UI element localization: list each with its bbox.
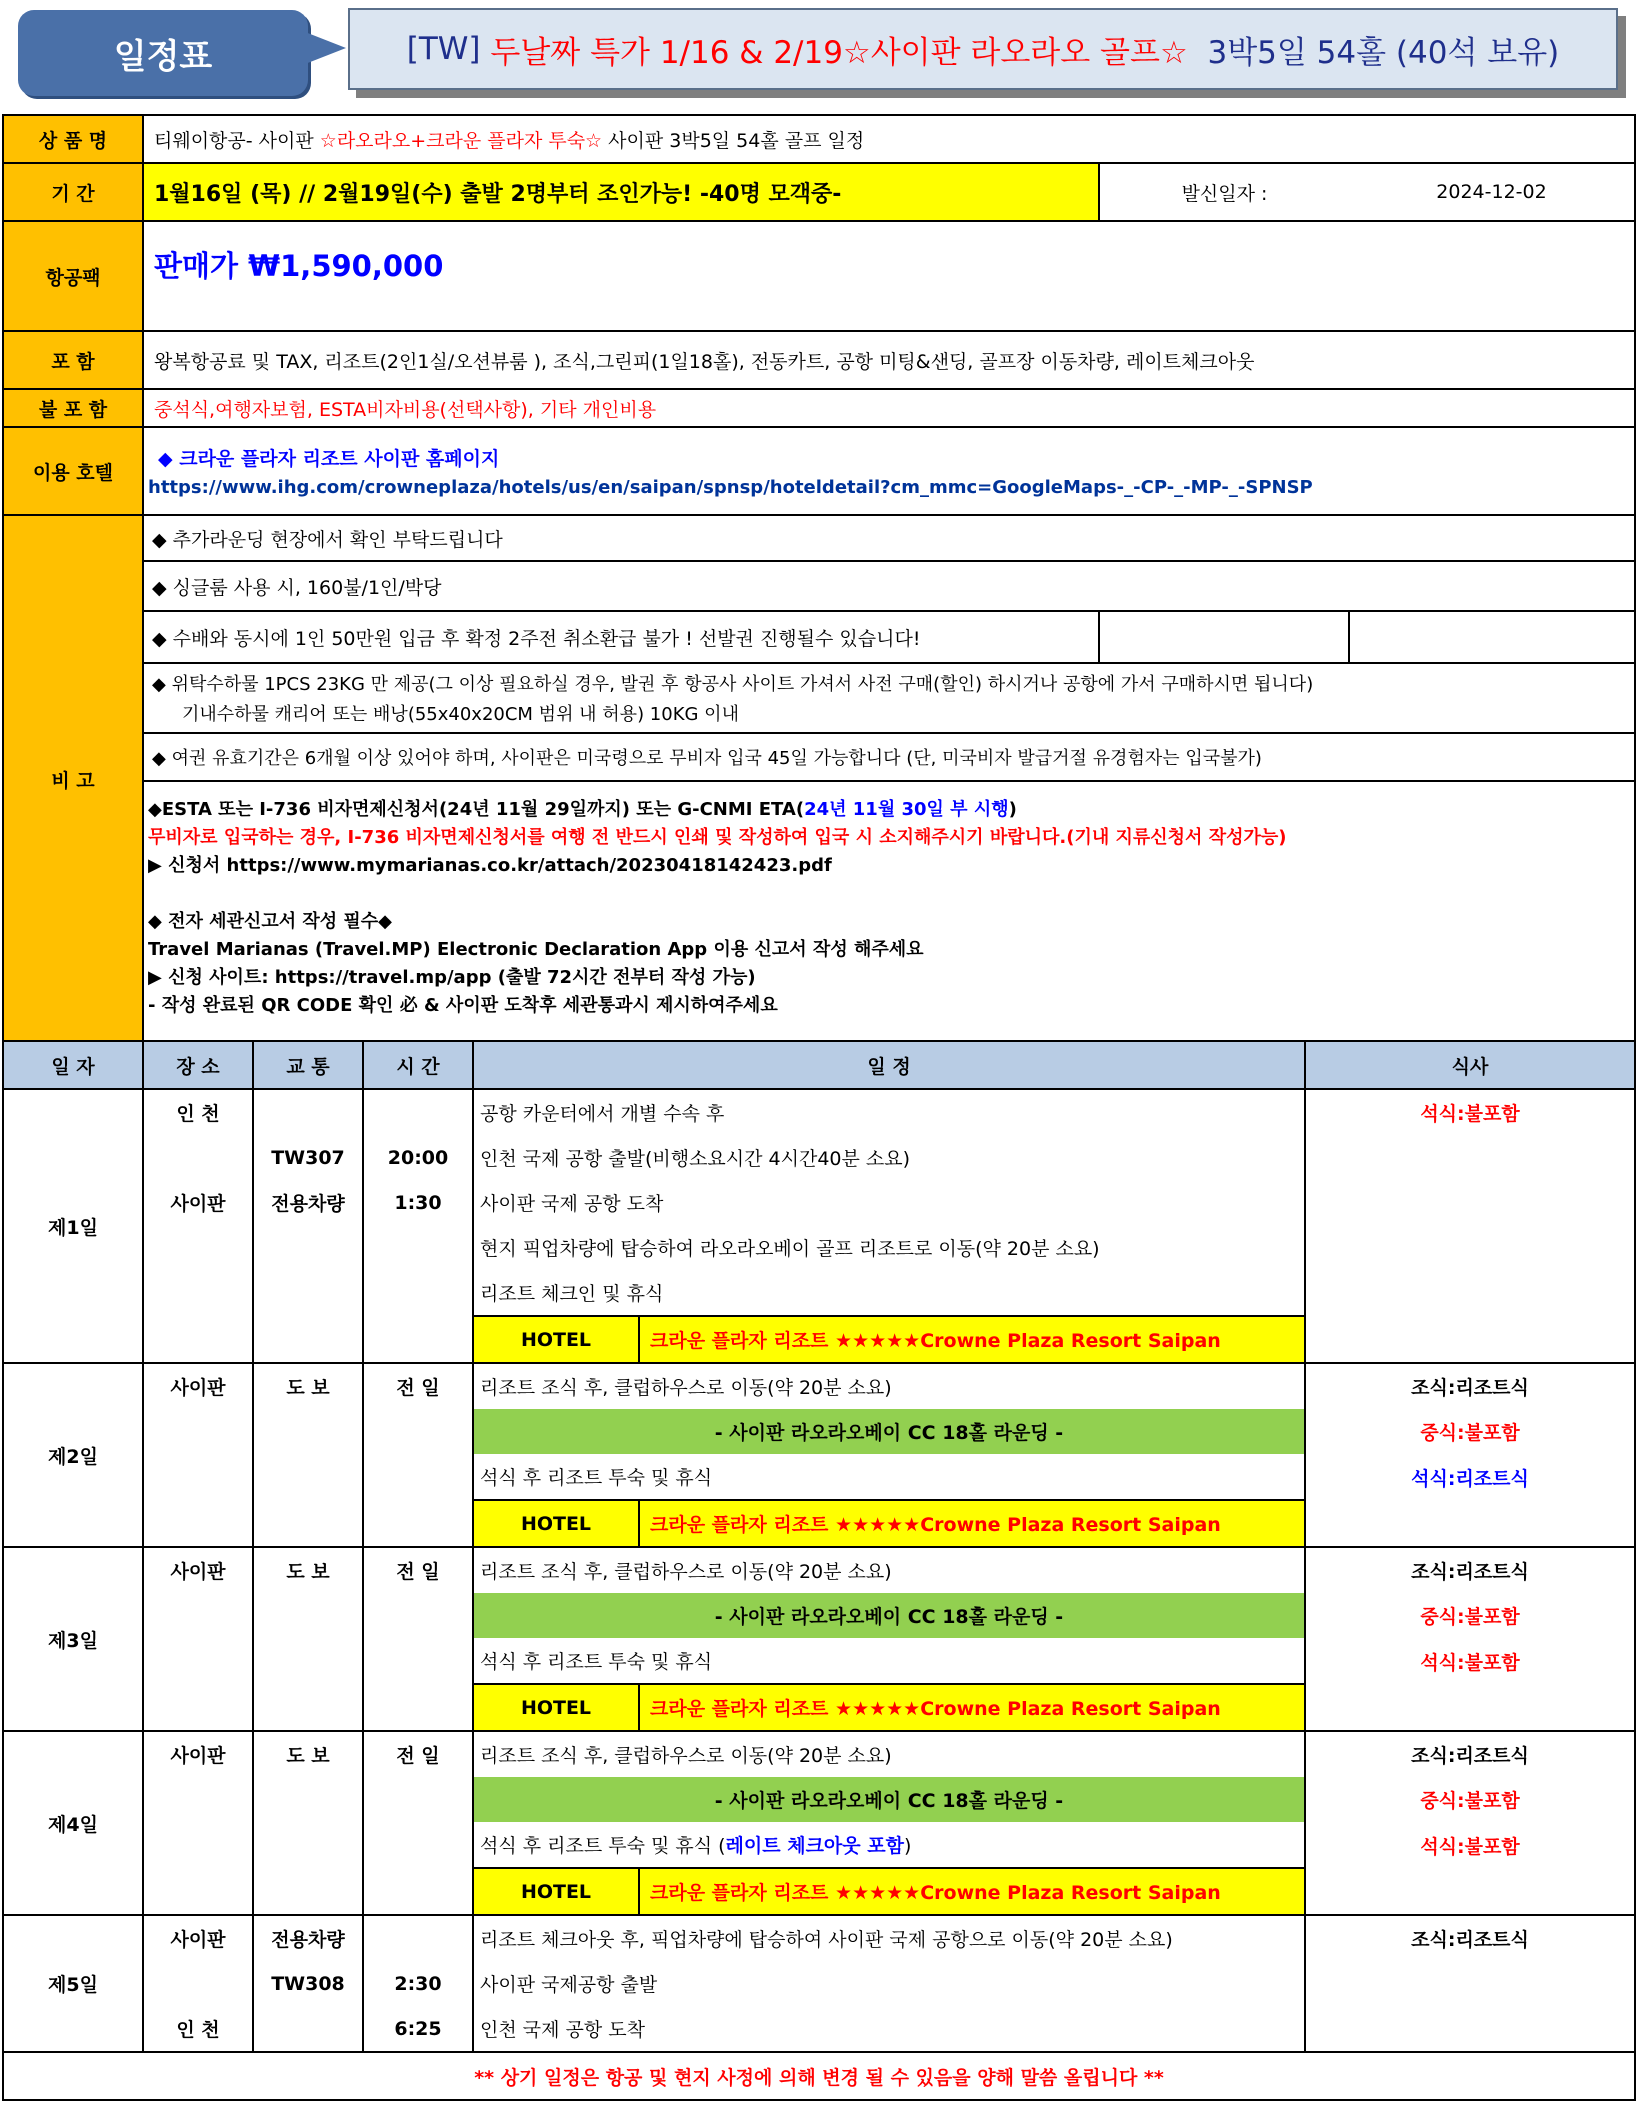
customs-qr: - 작성 완료된 QR CODE 확인 必 & 사이판 도착후 세관통과시 제시하여주세요	[148, 995, 778, 1016]
day2-meal-3: 석식:리조트식	[1305, 1454, 1635, 1500]
day1-place-1: 인 천	[143, 1089, 253, 1135]
col-day: 일 자	[3, 1041, 143, 1089]
hotel-label: 이용 호텔	[3, 427, 143, 515]
airfare-label: 항공팩	[3, 221, 143, 331]
remark-row-2	[3, 561, 1635, 611]
day3-row-1	[3, 1547, 1635, 1593]
col-transport: 교 통	[253, 1041, 363, 1089]
day2-label: 제2일	[3, 1363, 143, 1547]
include-label: 포 함	[3, 331, 143, 389]
day2-meal-2: 중식:불포함	[1305, 1409, 1635, 1454]
day3-transport: 도 보	[253, 1547, 363, 1593]
day1-row-2	[3, 1135, 1635, 1180]
col-itinerary: 일 정	[473, 1041, 1305, 1089]
day1-hotel-label: HOTEL	[473, 1316, 639, 1363]
day5-meal: 조식:리조트식	[1305, 1915, 1635, 1961]
day1-meal: 석식:불포함	[1305, 1089, 1635, 1135]
remark-2: ◆ 싱글룸 사용 시, 160불/1인/박당	[143, 561, 1635, 611]
day4-meal-1: 조식:리조트식	[1305, 1731, 1635, 1777]
remark-3-blank-b	[1349, 611, 1635, 663]
include-row	[3, 331, 1635, 389]
hotel-url[interactable]: https://www.ihg.com/crowneplaza/hotels/us/en/saipan/spnsp/hoteldetail?cm_mmc=GoogleMaps-_-CP-_-MP-_-SPNSP	[148, 477, 1313, 498]
day5-place-1: 사이판	[143, 1915, 253, 1961]
day4-row-3	[3, 1822, 1635, 1868]
col-place: 장 소	[143, 1041, 253, 1089]
day5-transport-1: 전용차량	[253, 1915, 363, 1961]
day3-label: 제3일	[3, 1547, 143, 1731]
day3-hotel-name: 크라운 플라자 리조트 ★★★★★Crowne Plaza Resort Saipan	[639, 1684, 1305, 1731]
period-row	[3, 163, 1635, 221]
header	[0, 0, 1638, 112]
day3-row-3	[3, 1638, 1635, 1684]
footer-row	[3, 2052, 1635, 2100]
day5-flight: TW308	[253, 1961, 363, 2006]
hotel-value	[143, 427, 1635, 515]
day4-transport: 도 보	[253, 1731, 363, 1777]
issue-date: 2024-12-02	[1349, 163, 1635, 221]
day5-event-1: 리조트 체크아웃 후, 픽업차량에 탑승하여 사이판 국제 공항으로 이동(약 20분 소요)	[473, 1915, 1305, 1961]
day1-flight: TW307	[253, 1135, 363, 1180]
remark-3-blank-a	[1099, 611, 1349, 663]
day1-event-1: 공항 카운터에서 개별 수속 후	[473, 1089, 1305, 1135]
remark-row-4	[3, 663, 1635, 733]
esta-warning: 무비자로 입국하는 경우, I-736 비자면제신청서를 여행 전 반드시 인쇄 및 작성하여 입국 시 소지해주시기 바랍니다.(기내 지류신청서 작성가능)	[148, 827, 1287, 848]
day5-event-2: 사이판 국제공항 출발	[473, 1961, 1305, 2006]
day4-round: - 사이판 라오라오베이 CC 18홀 라운딩 -	[473, 1777, 1305, 1822]
day2-place: 사이판	[143, 1363, 253, 1409]
exclude-value: 중석식,여행자보험, ESTA비자비용(선택사항), 기타 개인비용	[143, 389, 1635, 427]
day3-meal-3: 석식:불포함	[1305, 1638, 1635, 1684]
day5-row-2	[3, 1961, 1635, 2006]
day1-row-4	[3, 1225, 1635, 1270]
remark-row-3	[3, 611, 1635, 663]
day2-hotel-row	[3, 1500, 1635, 1547]
day4-row-1	[3, 1731, 1635, 1777]
day5-event-3: 인천 국제 공항 도착	[473, 2006, 1305, 2052]
day2-row-1	[3, 1363, 1635, 1409]
customs-title: ◆ 전자 세관신고서 작성 필수◆	[148, 911, 393, 932]
title-red: 두날짜 특가 1/16 & 2/19☆사이판 라오라오 골프☆	[490, 34, 1188, 71]
day2-round: - 사이판 라오라오베이 CC 18홀 라운딩 -	[473, 1409, 1305, 1454]
day5-place-2: 인 천	[143, 2006, 253, 2052]
airfare-row	[3, 221, 1635, 331]
remark-row-6	[3, 781, 1635, 1043]
day4-row-2	[3, 1777, 1635, 1822]
day4-hotel-label: HOTEL	[473, 1868, 639, 1915]
day5-row-3	[3, 2006, 1635, 2052]
day2-event-3: 석식 후 리조트 투숙 및 휴식	[473, 1454, 1305, 1500]
day2-event-1: 리조트 조식 후, 클럽하우스로 이동(약 20분 소요)	[473, 1363, 1305, 1409]
product-label: 상 품 명	[3, 115, 143, 163]
day2-meal-1: 조식:리조트식	[1305, 1363, 1635, 1409]
day1-label: 제1일	[3, 1089, 143, 1363]
day2-hotel-name: 크라운 플라자 리조트 ★★★★★Crowne Plaza Resort Saipan	[639, 1500, 1305, 1547]
day1-event-4: 현지 픽업차량에 탑승하여 라오라오베이 골프 리조트로 이동(약 20분 소요)	[473, 1225, 1305, 1270]
day1-event-5: 리조트 체크인 및 휴식	[473, 1270, 1305, 1316]
hotel-name: ◆ 크라운 플라자 리조트 사이판 홈페이지	[158, 448, 500, 470]
include-value: 왕복항공료 및 TAX, 리조트(2인1실/오션뷰룸 ), 조식,그린피(1일18홀), 전동카트, 공항 미팅&샌딩, 골프장 이동차량, 레이트체크아웃	[143, 331, 1635, 389]
remark-5: ◆ 여권 유효기간은 6개월 이상 있어야 하며, 사이판은 미국령으로 무비자 입국 45일 가능합니다 (단, 미국비자 발급거절 유경험자는 입국불가)	[143, 733, 1635, 781]
issue-label: 발신일자 :	[1099, 163, 1349, 221]
remark-1: ◆ 추가라운딩 현장에서 확인 부탁드립니다	[143, 515, 1635, 561]
schedule-table	[2, 1040, 1636, 2101]
airfare-value: 판매가 ₩1,590,000	[143, 221, 1635, 331]
day4-hotel-row	[3, 1868, 1635, 1915]
col-time: 시 간	[363, 1041, 473, 1089]
customs-site[interactable]: ▶ 신청 사이트: https://travel.mp/app (출발 72시간 전부터 작성 가능)	[148, 967, 756, 988]
product-row	[3, 115, 1635, 163]
schedule-header-row	[3, 1041, 1635, 1089]
day4-label: 제4일	[3, 1731, 143, 1915]
day2-row-3	[3, 1454, 1635, 1500]
footer-note: ** 상기 일정은 항공 및 현지 사정에 의해 변경 될 수 있음을 양해 말씀 올립니다 **	[3, 2052, 1635, 2100]
period-label: 기 간	[3, 163, 143, 221]
day3-hotel-row	[3, 1684, 1635, 1731]
day5-time-2: 6:25	[363, 2006, 473, 2052]
day1-place-2: 사이판	[143, 1180, 253, 1225]
exclude-label: 불 포 함	[3, 389, 143, 427]
day1-time-2: 1:30	[363, 1180, 473, 1225]
callout-tail	[300, 30, 346, 66]
day4-hotel-name: 크라운 플라자 리조트 ★★★★★Crowne Plaza Resort Saipan	[639, 1868, 1305, 1915]
col-meal: 식사	[1305, 1041, 1635, 1089]
day4-place: 사이판	[143, 1731, 253, 1777]
remark-3: ◆ 수배와 동시에 1인 50만원 입금 후 확정 2주전 취소환급 불가 ! 선발권 진행될수 있습니다!	[143, 611, 1099, 663]
day3-place: 사이판	[143, 1547, 253, 1593]
day2-time: 전 일	[363, 1363, 473, 1409]
customs-app: Travel Marianas (Travel.MP) Electronic Declaration App 이용 신고서 작성 해주세요	[148, 939, 924, 960]
day2-row-2	[3, 1409, 1635, 1454]
day5-label: 제5일	[3, 1915, 143, 2052]
day3-row-2	[3, 1593, 1635, 1638]
day5-row-1	[3, 1915, 1635, 1961]
esta-line: ◆ESTA 또는 I-736 비자면제신청서(24년 11월 29일까지) 또는 G-CNMI ETA(24년 11월 30일 부 시행)	[148, 799, 1017, 820]
day1-row-5	[3, 1270, 1635, 1316]
remark-4: ◆ 위탁수하물 1PCS 23KG 만 제공(그 이상 필요하실 경우, 발권 후 항공사 사이트 가셔서 사전 구매(할인) 하시거나 공항에 가서 구매하시면 됩니다) 기내수하물 캐리어 또는 배낭(55x40x20CM 범위 내 허용) 10KG 이내	[143, 663, 1635, 733]
hotel-row	[3, 427, 1635, 515]
day4-event-1: 리조트 조식 후, 클럽하우스로 이동(약 20분 소요)	[473, 1731, 1305, 1777]
day3-event-3: 석식 후 리조트 투숙 및 휴식	[473, 1638, 1305, 1684]
title-prefix: [TW]	[406, 31, 481, 67]
day4-event-3: 석식 후 리조트 투숙 및 휴식 (레이트 체크아웃 포함)	[473, 1822, 1305, 1868]
day4-meal-2: 중식:불포함	[1305, 1777, 1635, 1822]
day5-time-1: 2:30	[363, 1961, 473, 2006]
title-suffix: 3박5일 54홀 (40석 보유)	[1207, 34, 1560, 71]
remark-entry-info	[143, 781, 1635, 1043]
schedule-tag: 일정표	[18, 10, 308, 96]
day4-meal-3: 석식:불포함	[1305, 1822, 1635, 1868]
remarks-label: 비 고	[3, 515, 143, 1043]
day1-row-3	[3, 1180, 1635, 1225]
day4-time: 전 일	[363, 1731, 473, 1777]
product-value: 티웨이항공- 사이판 ☆라오라오+크라운 플라자 투숙☆ 사이판 3박5일 54홀 골프 일정	[143, 115, 1635, 163]
day1-hotel-row	[3, 1316, 1635, 1363]
info-table	[2, 114, 1636, 1044]
day3-meal-1: 조식:리조트식	[1305, 1547, 1635, 1593]
exclude-row	[3, 389, 1635, 427]
day1-event-3: 사이판 국제 공항 도착	[473, 1180, 1305, 1225]
day1-time-1: 20:00	[363, 1135, 473, 1180]
day1-hotel-name: 크라운 플라자 리조트 ★★★★★Crowne Plaza Resort Saipan	[639, 1316, 1305, 1363]
apply-link[interactable]: ▶ 신청서 https://www.mymarianas.co.kr/attach/20230418142423.pdf	[148, 855, 832, 876]
day3-time: 전 일	[363, 1547, 473, 1593]
period-value: 1월16일 (목) // 2월19일(수) 출발 2명부터 조인가능! -40명 모객중-	[143, 163, 1099, 221]
day2-hotel-label: HOTEL	[473, 1500, 639, 1547]
day3-hotel-label: HOTEL	[473, 1684, 639, 1731]
day3-round: - 사이판 라오라오베이 CC 18홀 라운딩 -	[473, 1593, 1305, 1638]
page-title	[348, 8, 1618, 90]
day2-transport: 도 보	[253, 1363, 363, 1409]
remark-row-1	[3, 515, 1635, 561]
day3-meal-2: 중식:불포함	[1305, 1593, 1635, 1638]
day1-transport-2: 전용차량	[253, 1180, 363, 1225]
day1-event-2: 인천 국제 공항 출발(비행소요시간 4시간40분 소요)	[473, 1135, 1305, 1180]
day1-row-1	[3, 1089, 1635, 1135]
day3-event-1: 리조트 조식 후, 클럽하우스로 이동(약 20분 소요)	[473, 1547, 1305, 1593]
remark-row-5	[3, 733, 1635, 781]
